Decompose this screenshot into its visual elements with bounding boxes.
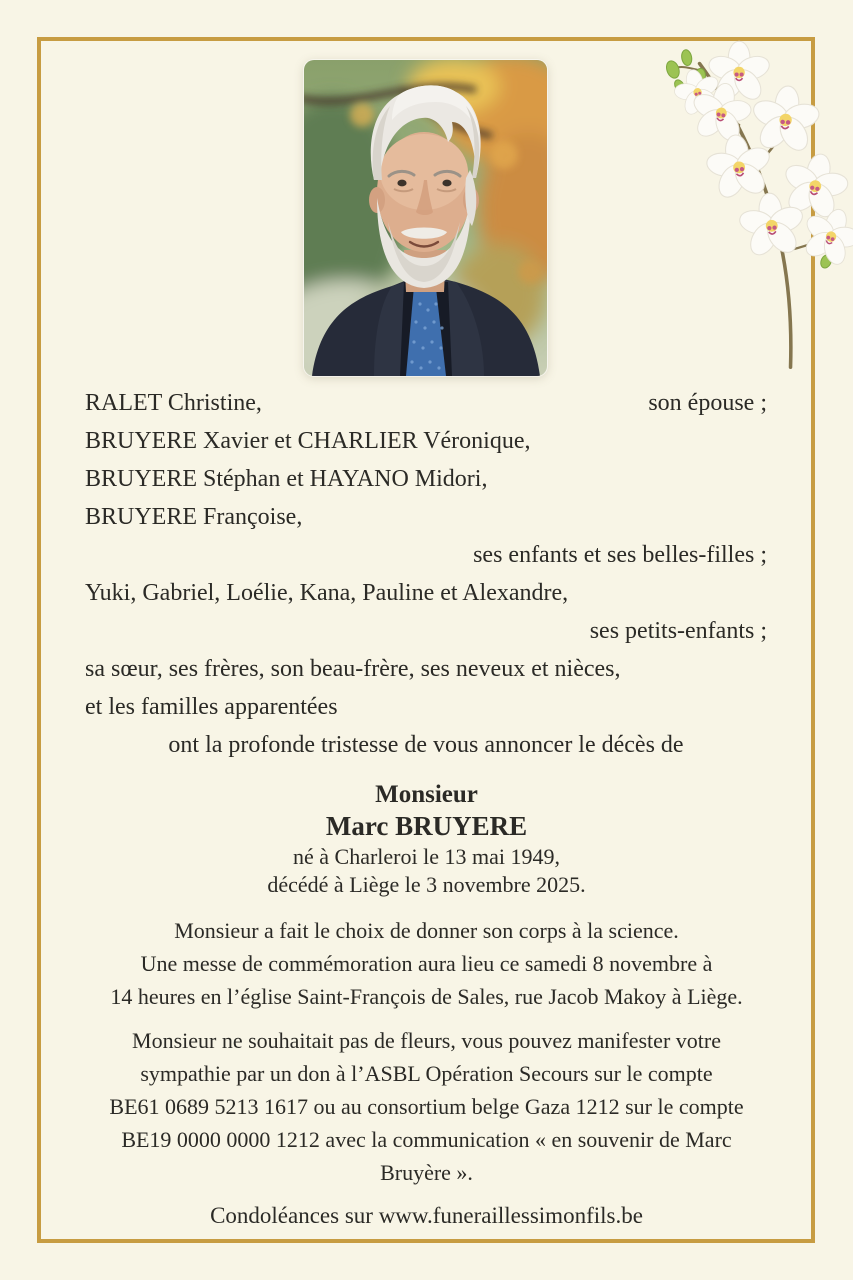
family-line — [85, 688, 767, 726]
condolences-note: Condoléances sur www.funeraillessimonfils.be — [210, 1203, 643, 1228]
family-line — [85, 612, 767, 650]
ceremony-paragraph — [0, 914, 853, 1013]
donation-paragraph — [0, 1024, 853, 1189]
announcement-sentence: ont la profonde tristesse de vous annoncer le décès de — [168, 732, 684, 758]
birth-info: né à Charleroi le 13 mai 1949, — [293, 844, 560, 869]
portrait-photo — [304, 60, 547, 376]
relative-name: BRUYERE Françoise, — [85, 504, 303, 530]
relative-name: sa sœur, ses frères, son beau-frère, ses neveux et nièces, — [85, 656, 621, 682]
donation-line: sympathie par un don à l’ASBL Opération Secours sur le compte — [140, 1061, 713, 1086]
family-line — [85, 422, 767, 460]
family-line — [85, 498, 767, 536]
relative-name: RALET Christine, — [85, 390, 262, 416]
relative-name: BRUYERE Xavier et CHARLIER Véronique, — [85, 428, 531, 454]
death-info: décédé à Liège le 3 novembre 2025. — [267, 872, 586, 897]
relation-label: son épouse ; — [648, 390, 767, 416]
family-line — [85, 650, 767, 688]
deceased-title: Monsieur — [375, 781, 478, 808]
family-announcement — [85, 384, 767, 764]
family-line — [85, 384, 767, 422]
family-line — [85, 460, 767, 498]
deceased-name: Marc BRUYERE — [325, 811, 528, 841]
donation-line: Bruyère ». — [380, 1160, 473, 1185]
orchid-decoration — [645, 26, 853, 382]
family-line — [85, 536, 767, 574]
donation-line: BE19 0000 0000 1212 avec la communication « en souvenir de Marc — [121, 1127, 732, 1152]
ceremony-line: 14 heures en l’église Saint-François de Sales, rue Jacob Makoy à Liège. — [110, 984, 743, 1009]
family-line — [85, 574, 767, 612]
ceremony-line: Une messe de commémoration aura lieu ce samedi 8 novembre à — [140, 951, 713, 976]
relative-name: Yuki, Gabriel, Loélie, Kana, Pauline et Alexandre, — [85, 580, 569, 606]
relative-name: BRUYERE Stéphan et HAYANO Midori, — [85, 466, 488, 492]
relative-name: et les familles apparentées — [85, 694, 338, 720]
white-orchid-icon — [645, 26, 853, 382]
relation-label: ses petits-enfants ; — [589, 618, 767, 644]
relation-label: ses enfants et ses belles-filles ; — [473, 542, 767, 568]
ceremony-line: Monsieur a fait le choix de donner son corps à la science. — [174, 918, 679, 943]
donation-line: Monsieur ne souhaitait pas de fleurs, vous pouvez manifester votre — [132, 1028, 721, 1053]
deceased-block — [0, 779, 853, 899]
portrait-illustration — [304, 60, 547, 376]
donation-line: BE61 0689 5213 1617 ou au consortium belge Gaza 1212 sur le compte — [109, 1094, 744, 1119]
